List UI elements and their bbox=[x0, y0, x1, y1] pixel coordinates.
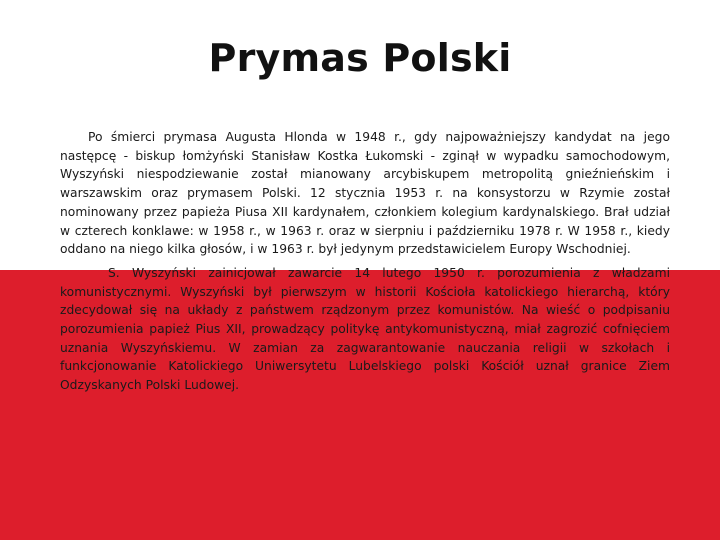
paragraph-1: Po śmierci prymasa Augusta Hlonda w 1948 r., gdy najpoważniejszy kandydat na jego następcę - biskup łomżyński Stanisław Kostka Łukomski - zginął w wypadku samochodowym, Wyszyński niespodziewanie został mianowany arcybiskupem metropolitą gnieźnieńskim i warszawskim oraz prymasem Polski. 12 stycznia 1953 r. na konsystorzu w Rzymie został nominowany przez papieża Piusa XII kardynałem, członkiem kolegium kardynalskiego. Brał udział w czterech konklawe: w 1958 r., w 1963 r. oraz w sierpniu i październiku 1978 r. W 1958 r., kiedy oddano na niego kilka głosów, i w 1963 r. był jedynym przedstawicielem Europy Wschodniej. bbox=[60, 130, 670, 257]
slide-body bbox=[60, 128, 670, 400]
slide-title: Prymas Polski bbox=[208, 36, 512, 80]
paragraph-2: S. Wyszyński zainicjował zawarcie 14 lutego 1950 r. porozumienia z władzami komunistycznymi. Wyszyński był pierwszym w historii Kościoła katolickiego hierarchą, który zdecydował się na układy z państwem rządzonym przez komunistów. Na wieść o podpisaniu porozumienia papież Pius XII, prowadzący politykę antykomunistyczną, miał zagrozić cofnięciem uznania Wyszyńskiemu. W zamian za zagwarantowanie nauczania religii w szkołach i funkcjonowanie Katolickiego Uniwersytetu Lubelskiego polski Kościół uznał granice Ziem Odzyskanych Polski Ludowej. bbox=[60, 265, 670, 393]
